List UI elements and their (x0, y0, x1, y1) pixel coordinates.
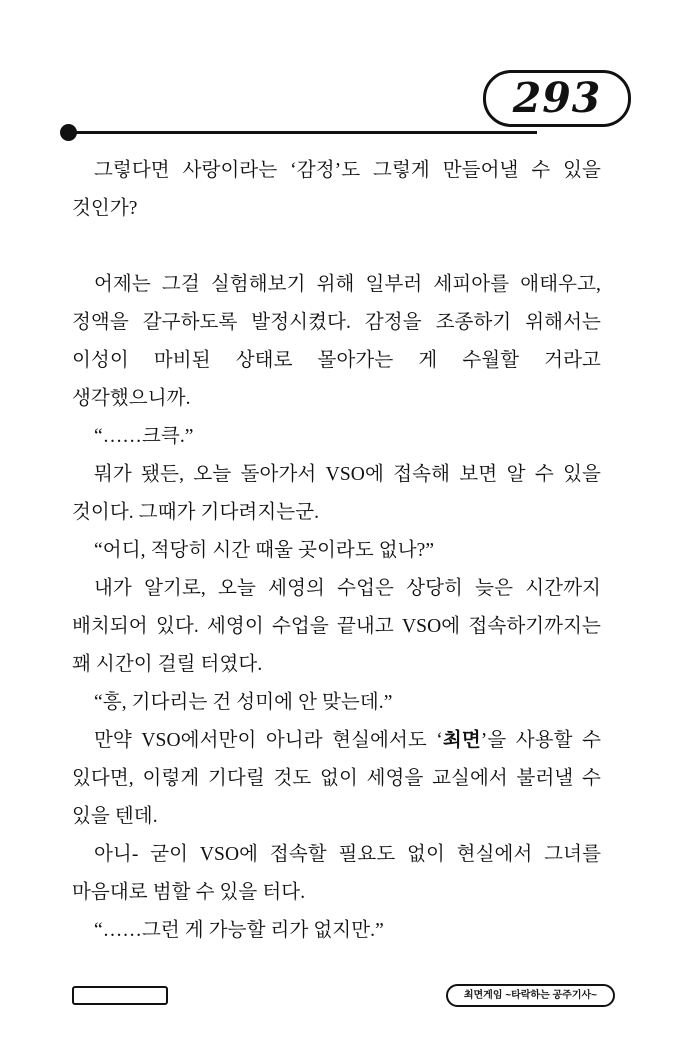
page-header (60, 70, 637, 145)
paragraph-with-emphasis: 만약 VSO에서만이 아니라 현실에서도 ‘최면’을 사용할 수 있다면, 이렇게 기다릴 것도 없이 세영을 교실에서 불러낼 수 있을 텐데. (72, 730, 601, 827)
paragraph: 어제는 그걸 실험해보기 위해 일부러 세피아를 애태우고, 정액을 갈구하도록 발정시켰다. 감정을 조종하기 위해서는 이성이 마비된 상태로 몰아가는 게 수월할 거라고 생각했으니까. (72, 274, 601, 409)
paragraph: “……크큭.” (94, 426, 194, 447)
header-rule (69, 131, 537, 134)
paragraph: 그렇다면 사랑이라는 ‘감정’도 그렇게 만들어낼 수 있을 것인가? (72, 160, 601, 219)
paragraph: 뭐가 됐든, 오늘 돌아가서 VSO에 접속해 보면 알 수 있을 것이다. 그때가 기다려지는군. (72, 464, 601, 523)
footer-left-marker (72, 986, 168, 1005)
paragraph: “……그런 게 가능할 리가 없지만.” (94, 920, 384, 941)
page-body (72, 152, 601, 950)
page-number: 293 (512, 74, 602, 122)
paragraph: “흥, 기다리는 건 성미에 안 맞는데.” (94, 692, 393, 713)
footer-title-badge (446, 984, 615, 1007)
paragraph: 아니- 굳이 VSO에 접속할 필요도 없이 현실에서 그녀를 마음대로 범할 수 있을 터다. (72, 844, 601, 903)
page-footer (72, 984, 637, 1008)
page-number-badge (483, 70, 631, 127)
paragraph: “어디, 적당히 시간 때울 곳이라도 없나?” (94, 540, 435, 561)
paragraph: 내가 알기로, 오늘 세영의 수업은 상당히 늦은 시간까지 배치되어 있다. 세영이 수업을 끝내고 VSO에 접속하기까지는 꽤 시간이 걸릴 터였다. (72, 578, 601, 675)
book-title: 최면게임 ~타락하는 공주기사~ (463, 989, 597, 1001)
